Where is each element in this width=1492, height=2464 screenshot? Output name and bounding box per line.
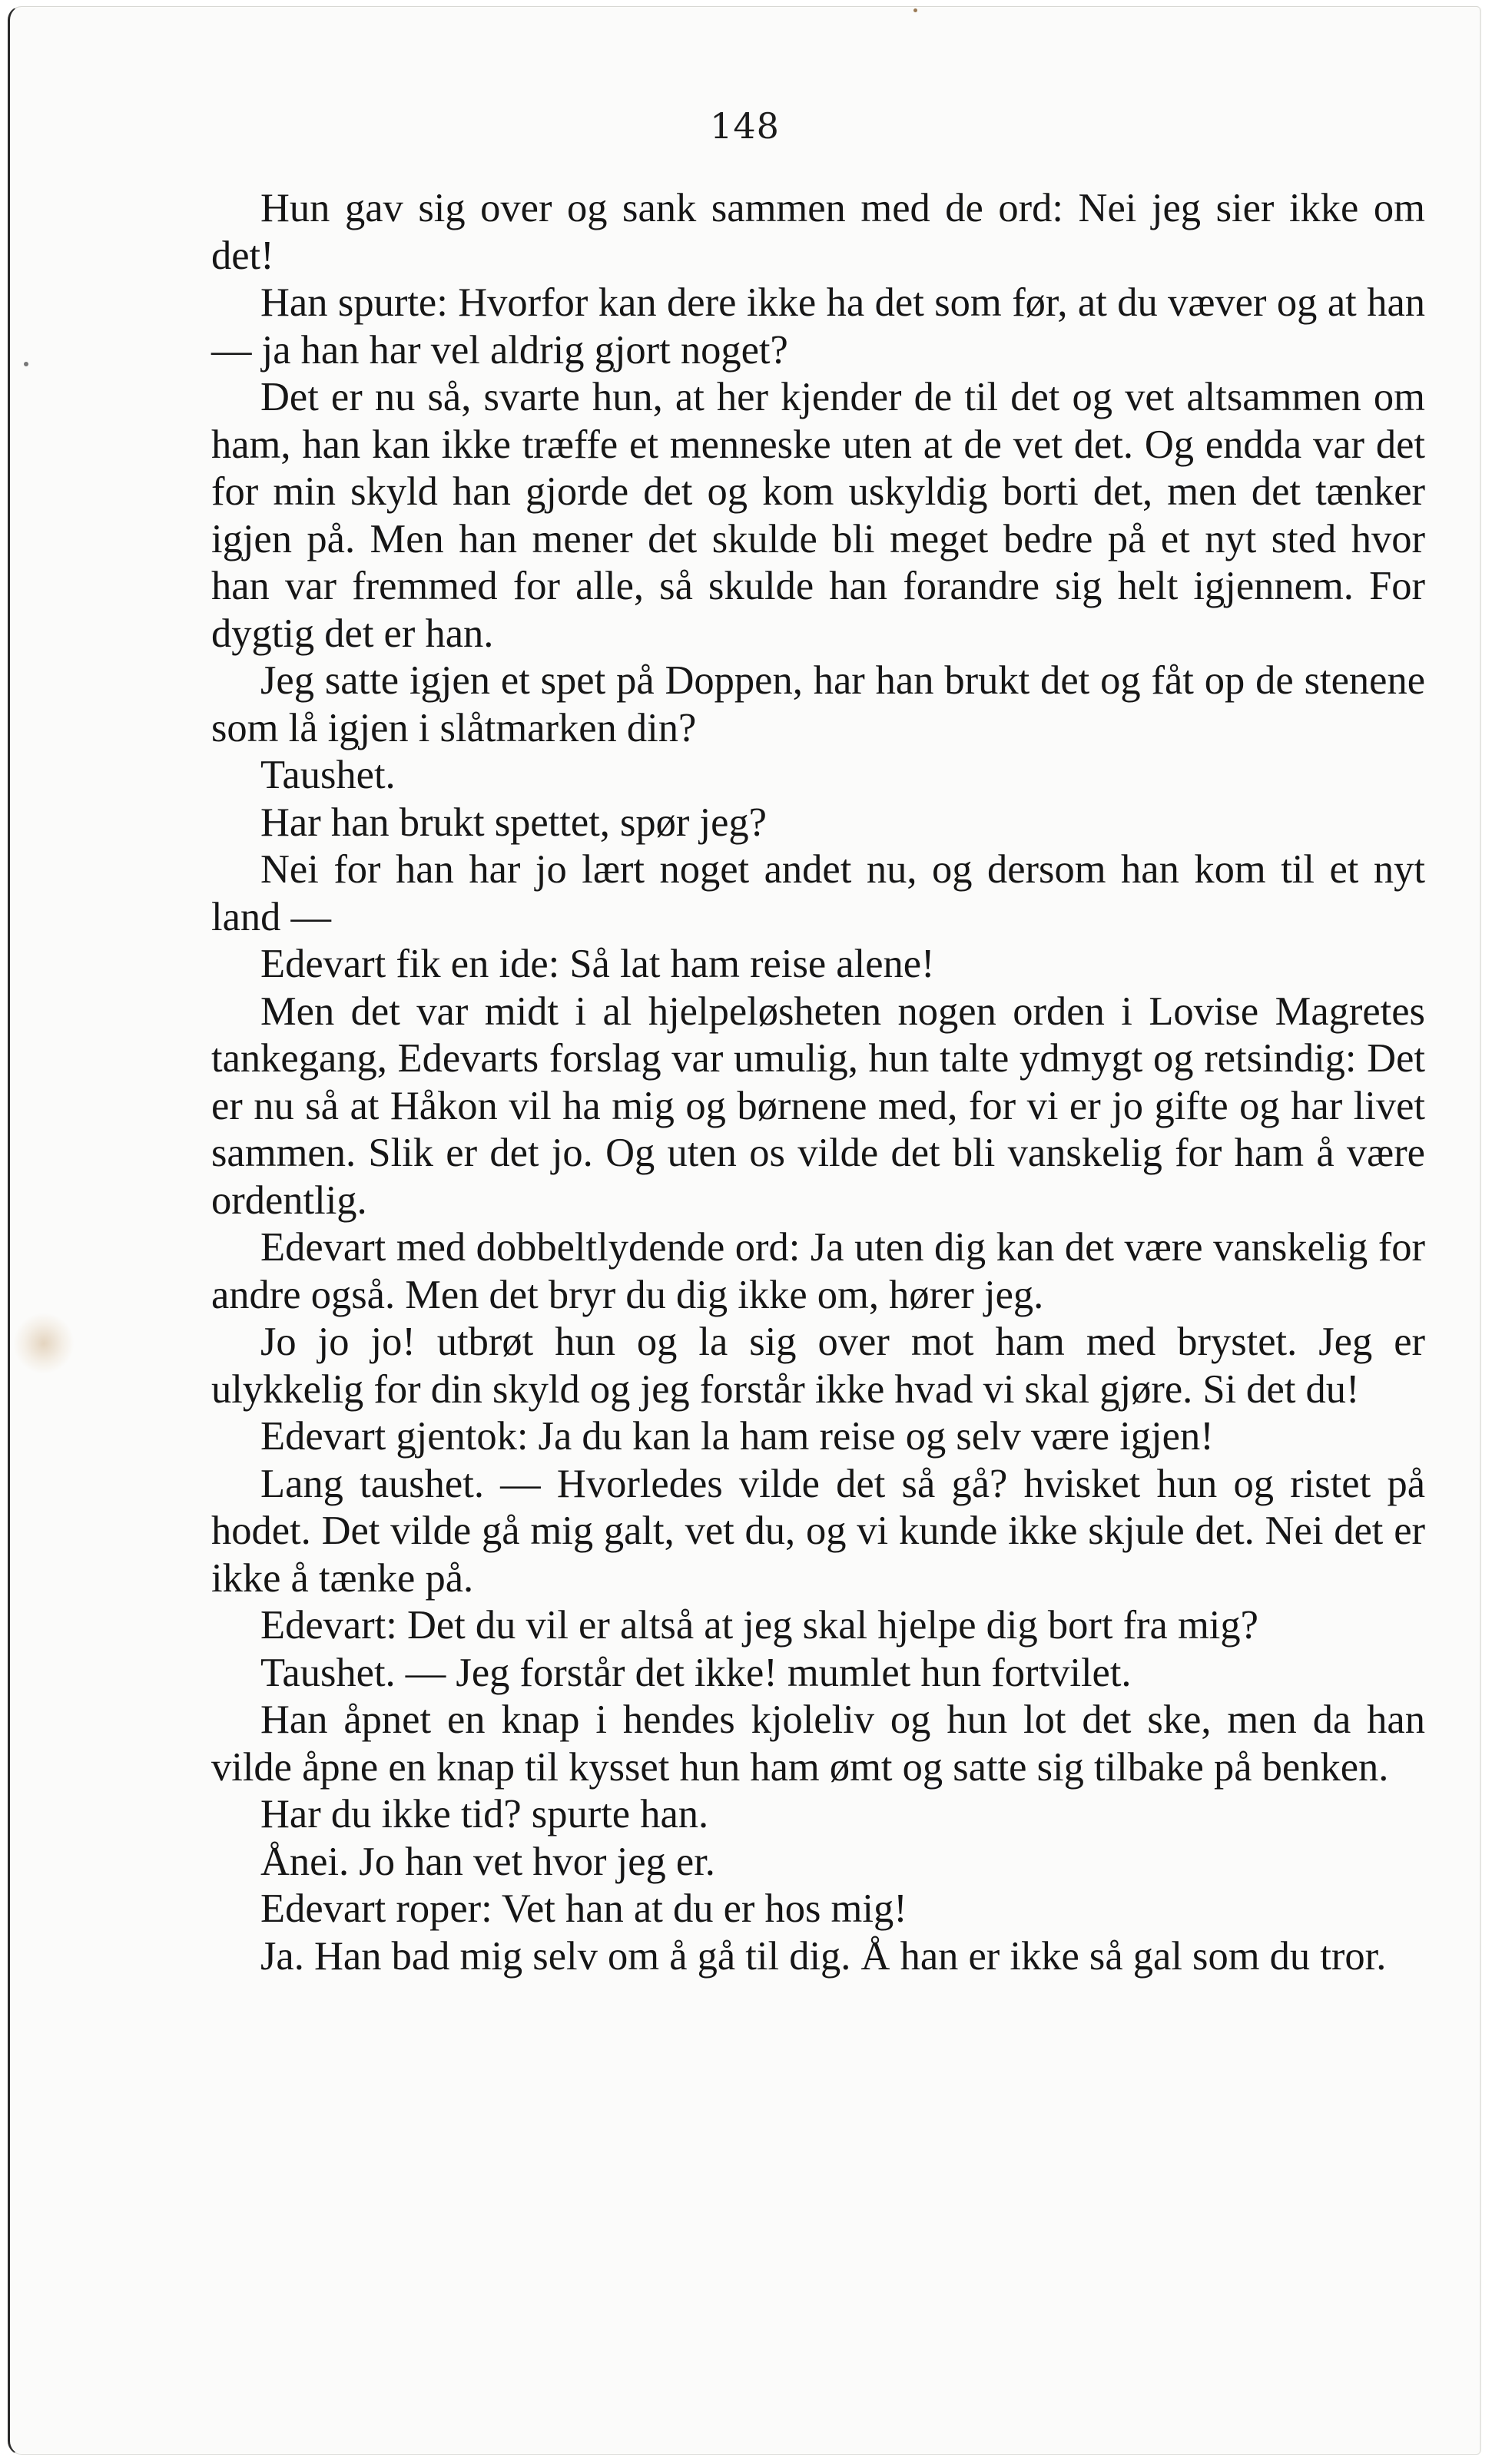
paragraph: Lang taushet. — Hvorledes vilde det så gå? hvisket hun og ristet på hodet. Det vilde gå mig galt, vet du, og vi kunde ikke skjule det. Nei det er ikke å tænke på. [211,1461,1425,1601]
paragraph: Han åpnet en knap i hendes kjoleliv og hun lot det ske, men da han vilde åpne en knap til kysset hun ham ømt og satte sig tilbake på benken. [211,1697,1425,1790]
paragraph: Har han brukt spettet, spør jeg? [260,800,767,845]
paragraph: Edevart: Det du vil er altså at jeg skal hjelpe dig bort fra mig? [260,1603,1258,1648]
paragraph: Jo jo jo! utbrøt hun og la sig over mot ham med brystet. Jeg er ulykkelig for din skyld og jeg forstår ikke hvad vi skal gjøre. Si det du! [211,1320,1425,1412]
paragraph: Ja. Han bad mig selv om å gå til dig. Å han er ikke så gal som du tror. [260,1933,1387,1979]
paragraph: Han spurte: Hvorfor kan dere ikke ha det som før, at du væver og at han — ja han har vel aldrig gjort noget? [211,280,1425,373]
paragraph: Ånei. Jo han vet hvor jeg er. [260,1839,715,1884]
paper-speck [913,8,917,12]
paragraph: Edevart roper: Vet han at du er hos mig! [260,1886,907,1931]
paragraph: Har du ikke tid? spurte han. [260,1792,709,1836]
book-page [8,6,1481,2455]
paragraph: Edevart gjentok: Ja du kan la ham reise og selv være igjen! [260,1414,1214,1459]
paragraph: Taushet. — Jeg forstår det ikke! mumlet hun fortvilet. [260,1650,1132,1695]
body-text [211,185,1425,1980]
paper-stain [13,1313,75,1374]
paragraph: Hun gav sig over og sank sammen med de ord: Nei jeg sier ikke om det! [211,186,1425,278]
paragraph: Men det var midt i al hjelpeløsheten nogen orden i Lovise Magretes tankegang, Edevarts forslag var umulig, hun talte ydmygt og retsindig: Det er nu så at Håkon vil ha mig og børnene med, for vi er jo gifte og har livet sammen. Slik er det jo. Og uten os vilde det bli vanskelig for ham å være ordentlig. [211,989,1425,1223]
paragraph: Edevart fik en ide: Så lat ham reise alene! [260,942,935,986]
paragraph: Nei for han har jo lært noget andet nu, og dersom han kom til et nyt land — [211,847,1425,939]
paragraph: Edevart med dobbeltlydende ord: Ja uten dig kan det være vanskelig for andre også. Men det bryr du dig ikke om, hører jeg. [211,1225,1425,1317]
paragraph: Taushet. [260,753,396,797]
paragraph: Det er nu så, svarte hun, at her kjender de til det og vet altsammen om ham, han kan ikke træffe et menneske uten at de vet det. Og endda var det for min skyld han gjorde det og kom uskyldig borti det, men det tænker igjen på. Men han mener det skulde bli meget bedre på et nyt sted hvor han var fremmed for alle, så skulde han forandre sig helt igjennem. For dygtig det er han. [211,375,1425,656]
paragraph: Jeg satte igjen et spet på Doppen, har han brukt det og fåt op de stenene som lå igjen i slåtmarken din? [211,658,1425,750]
page-number: 148 [710,105,780,147]
margin-mark [24,362,28,366]
